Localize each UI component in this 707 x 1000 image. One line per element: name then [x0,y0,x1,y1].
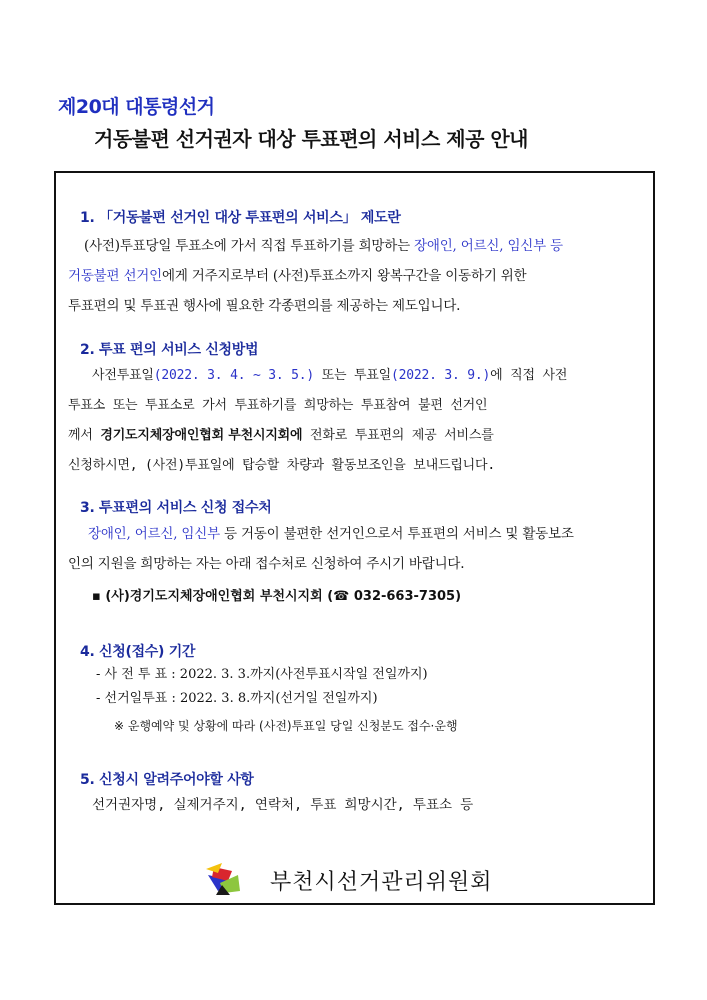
s2-text: 신청하시면, (사전)투표일에 탑승할 차량과 활동보조인을 보내드립니다. [68,458,496,473]
s1-text: (사전)투표당일 투표소에 가서 직접 투표하기를 희망하는 [84,238,415,254]
section-5-heading: 5. 신청시 알려주어야할 사항 [80,772,254,788]
period-note: ※ 운행예약 및 상황에 따라 (사전)투표일 당일 신청분도 접수·운행 [114,719,458,733]
section-2-body [68,361,648,481]
s1-highlight: 거동불편 선거인 [68,268,162,284]
s2-text: 투표소 또는 투표소로 가서 투표하기를 희망하는 투표참여 불편 선거인 [68,398,488,413]
section-4-heading: 4. 신청(접수) 기간 [80,644,196,660]
notice-box [54,171,655,905]
footer [204,861,524,897]
election-commission-logo-icon [204,861,244,897]
election-title: 제20대 대통령선거 [58,96,215,118]
s3-text: 인의 지원을 희망하는 자는 아래 접수처로 신청하여 주시기 바랍니다. [68,556,465,572]
s3-text: 등 거동이 불편한 선거인으로서 투표편의 서비스 및 활동보조 [219,526,574,542]
s1-text: 에게 거주지로부터 (사전)투표소까지 왕복구간을 이동하기 위한 [161,268,527,284]
s2-text: 에 직접 사전 [490,368,568,383]
period-election-day: - 선거일투표 : 2022. 3. 8.까지(선거일 전일까지) [96,691,378,706]
notice-title: 거동불편 선거권자 대상 투표편의 서비스 제공 안내 [94,127,528,151]
section-1-heading: 1. 「거동불편 선거인 대상 투표편의 서비스」 제도란 [80,210,401,226]
section-2-heading: 2. 투표 편의 서비스 신청방법 [80,342,259,358]
s2-org: 경기도지체장애인협회 부천시지회에 [100,428,303,443]
s1-text: 투표편의 및 투표권 행사에 필요한 각종편의를 제공하는 제도입니다. [68,298,461,314]
s2-text: 사전투표일 [92,368,154,383]
required-info: 선거권자명, 실제거주지, 연락처, 투표 희망시간, 투표소 등 [92,797,474,813]
section-3-heading: 3. 투표편의 서비스 신청 접수처 [80,500,272,516]
organization-name: 부천시선거관리위원회 [270,870,493,895]
s3-highlight: 장애인, 어르신, 임신부 [88,526,220,542]
section-1-body [68,231,648,321]
s2-text: 전화로 투표편의 제공 서비스를 [302,428,494,443]
s2-text: 께서 [68,428,101,443]
section-3-body [68,519,648,579]
period-early-vote: - 사 전 투 표 : 2022. 3. 3.까지(사전투표시작일 전일까지) [96,667,428,682]
s2-date: (2022. 3. 4. ~ 3. 5.) [153,368,314,383]
s1-highlight: 장애인, 어르신, 임신부 등 [414,238,563,254]
contact-line: ▪ (사)경기도지체장애인협회 부천시지회 (☎ 032-663-7305) [92,589,462,604]
s2-text: 또는 투표일 [313,368,392,383]
s2-date: (2022. 3. 9.) [391,368,491,383]
